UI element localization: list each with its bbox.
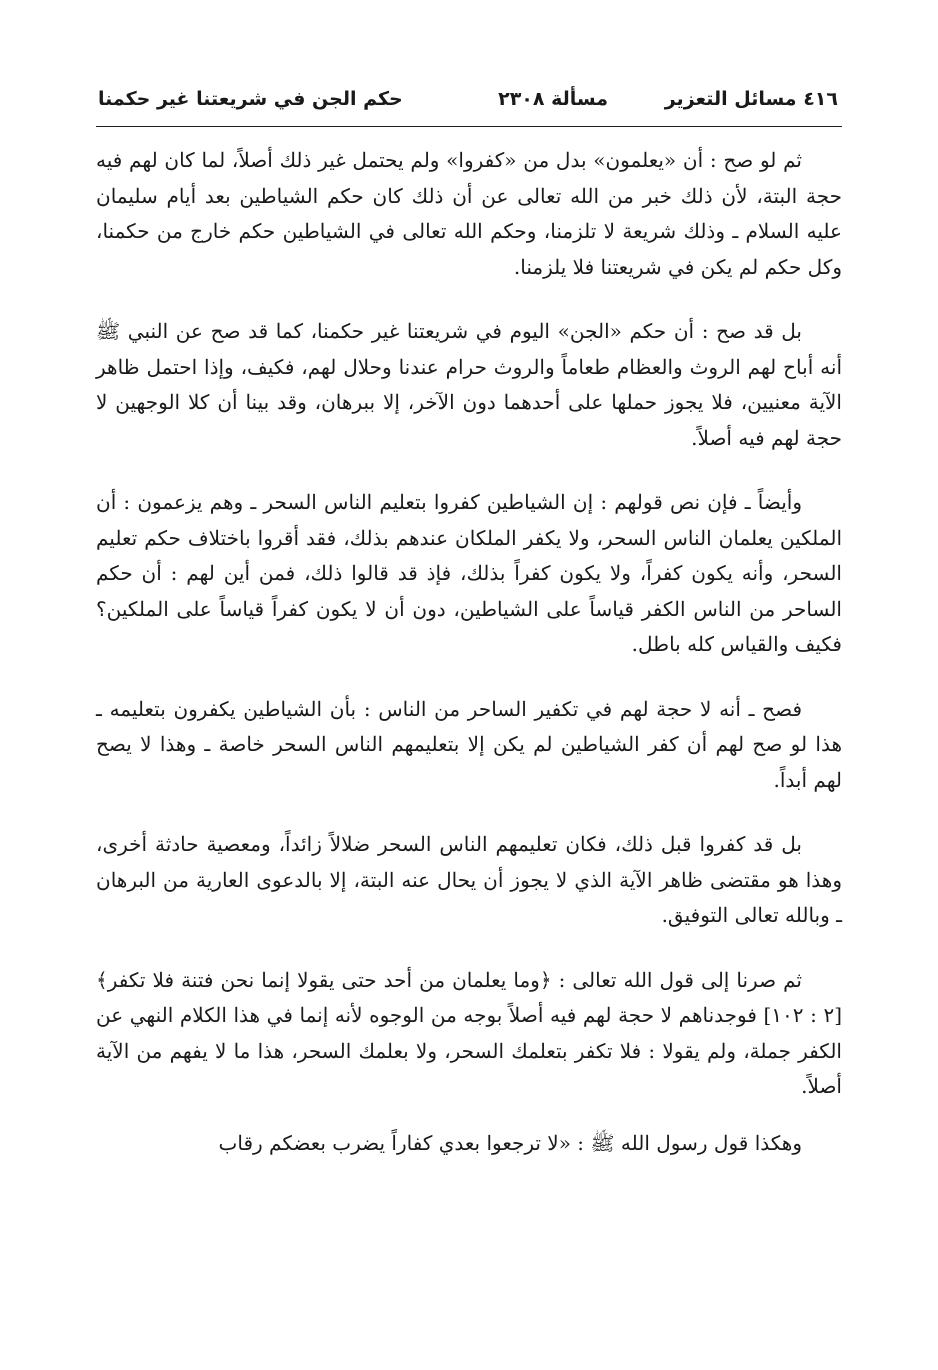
paragraph: بل قد كفروا قبل ذلك، فكان تعليمهم الناس السحر ضلالاً زائداً، ومعصية حادثة أخرى، وهذا هو مقتضى ظاهر الآية الذي لا يجوز أن يحال عنه البتة، إلا بالدعوى العارية من البرهان ـ وبالله تعالى التوفيق. [96,832,842,927]
paragraph: وهكذا قول رسول الله ﷺ : «لا ترجعوا بعدي كفاراً يضرب بعضكم رقاب [218,1130,802,1155]
paragraph: فصح ـ أنه لا حجة لهم في تكفير الساحر من الناس : بأن الشياطين يكفرون بتعليمه ـ هذا لو صح لهم أن كفر الشياطين لم يكن إلا بتعليمهم الناس السحر خاصة ـ وهذا لا يصح لهم أبداً. [96,696,842,792]
running-header [98,84,838,124]
chapter-title: حكم الجن في شريعتنا غير حكمنا [98,88,403,110]
main-text [96,143,842,1161]
issue-number: مسألة ٢٣٠٨ [498,88,608,110]
paragraph: بل قد صح : أن حكم «الجن» اليوم في شريعتنا غير حكمنا، كما قد صح عن النبي ﷺ أنه أباح لهم الروث والعظام طعاماً والروث حرام عندنا وحلال لهم، فكيف، وإذا احتمل ظاهر الآية معنيين، فلا يجوز حملها على أحدهما دون الآخر، إلا ببرهان، وقد بينا أن كلا الوجهين لا حجة لهم فيه أصلاً. [96,319,842,450]
book-section: مسائل التعزير [664,88,797,110]
header-page-and-section [665,88,838,110]
paragraph: ثم لو صح : أن «يعلمون» بدل من «كفروا» ولم يحتمل غير ذلك أصلاً، لما كان لهم فيه حجة البتة، لأن ذلك خبر من الله تعالى عن أن ذلك كان حكم الشياطين بعد أيام سليمان عليه السلام ـ وذلك شريعة لا تلزمنا، وحكم الله تعالى في الشياطين حكم خارج من حكمنا، وكل حكم لم يكن في شريعتنا فلا يلزمنا. [96,148,842,279]
paragraph: وأيضاً ـ فإن نص قولهم : إن الشياطين كفروا بتعليم الناس السحر ـ وهم يزعمون : أن الملكين يعلمان الناس السحر، ولا يكفر الملكان عندهم بذلك، فقد أقروا باختلاف حكم تعليم السحر، وأنه يكون كفراً، ولا يكون كفراً بذلك، فإذ قد قالوا ذلك، فمن أين لهم : أن حكم الساحر من الناس الكفر قياساً على الشياطين، دون أن لا يكون كفراً قياساً على الملكين؟ فكيف والقياس كله باطل. [96,490,842,656]
header-divider [96,126,842,127]
paragraph: ثم صرنا إلى قول الله تعالى : ﴿وما يعلمان من أحد حتى يقولا إنما نحن فتنة فلا تكفر﴾ [٢ : ١٠٢] فوجدناهم لا حجة لهم فيه أصلاً بوجه من الوجوه لأنه إنما في هذا الكلام النهي عن الكفر جملة، ولم يقولا : فلا تكفر بتعلمك السحر، ولا بعلمك السحر، هذا ما لا يفهم من الآية أصلاً. [96,967,842,1098]
page-number: ٤١٦ [803,88,838,110]
